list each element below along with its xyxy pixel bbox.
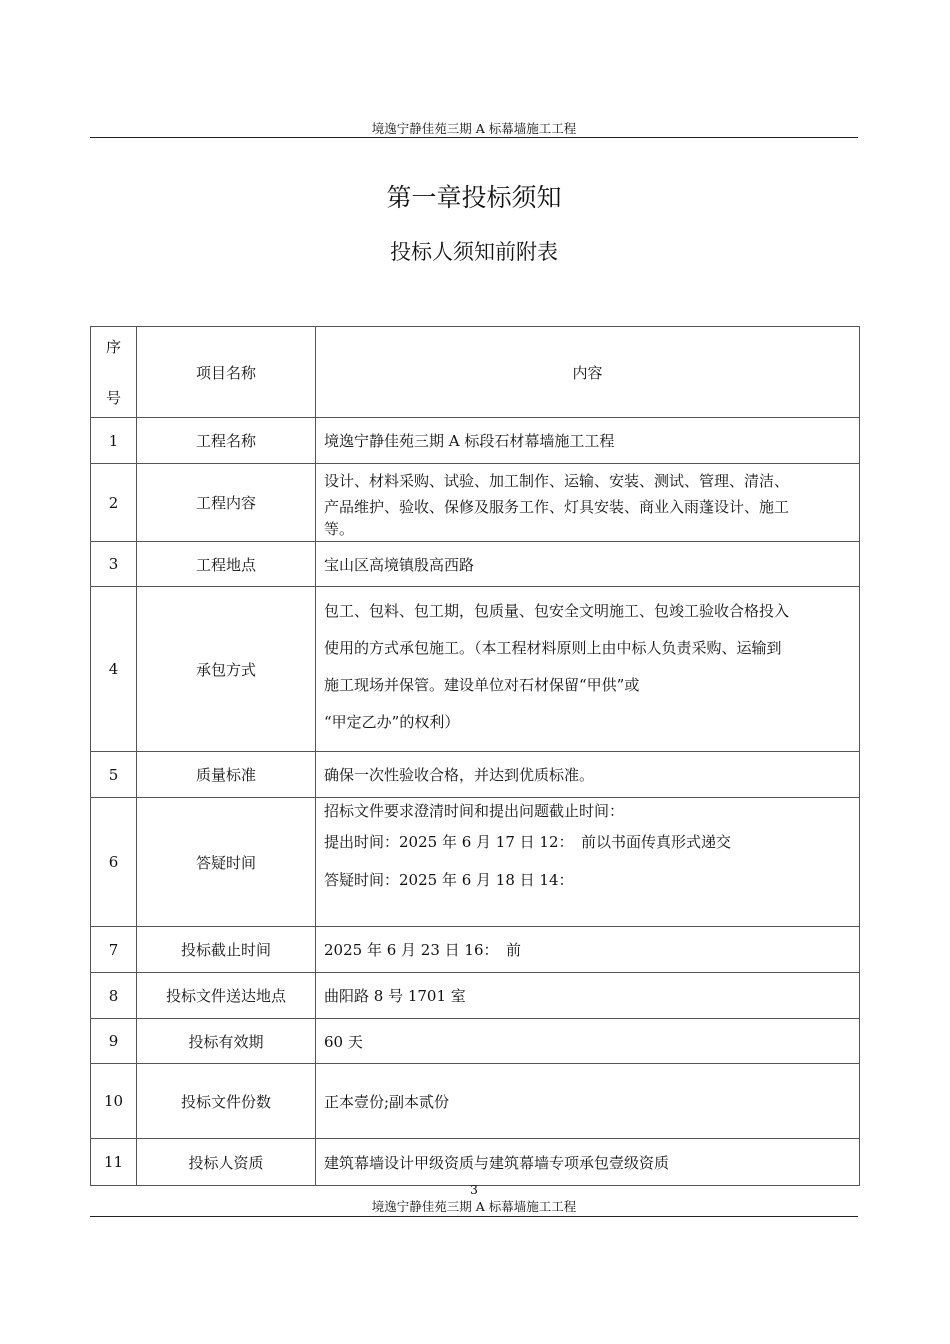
- table-row: [91, 1064, 860, 1139]
- content-line: 使用的方式承包施工。（本工程材料原则上由中标人负责采购、运输到: [324, 639, 782, 657]
- row-content: [316, 927, 860, 973]
- row-content: [316, 752, 860, 798]
- row-item-name: 投标文件送达地点: [137, 973, 316, 1019]
- content-line: 招标文件要求澄清时间和提出问题截止时间：: [324, 802, 625, 820]
- chapter-title: 第一章投标须知: [386, 183, 562, 212]
- row-content: [316, 542, 860, 587]
- row-content: [316, 1019, 860, 1064]
- header-cell-content: 内容: [316, 327, 860, 418]
- content-line: 宝山区高境镇殷高西路: [324, 555, 475, 574]
- row-content: [316, 587, 860, 752]
- content-line: 包工、包料、包工期，包质量、包安全文明施工、包竣工验收合格投入: [324, 602, 790, 620]
- table-row: [91, 973, 860, 1019]
- page-header: 境逸宁静佳苑三期 A 标幕墙施工工程: [371, 121, 577, 136]
- row-item-name: 工程地点: [137, 542, 316, 587]
- table-title: 投标人须知前附表: [390, 240, 558, 264]
- table-row: [91, 542, 860, 587]
- content-line: 建筑幕墙设计甲级资质与建筑幕墙专项承包壹级资质: [324, 1153, 670, 1172]
- footer-divider: [90, 1216, 858, 1217]
- row-number: 1: [91, 418, 137, 464]
- row-number: 11: [91, 1139, 137, 1186]
- table-row: [91, 1139, 860, 1186]
- row-item-name: 承包方式: [137, 587, 316, 752]
- content-line: 等。: [324, 519, 355, 538]
- content-line: 60 天: [324, 1032, 363, 1051]
- row-number: 4: [91, 587, 137, 752]
- header-divider: [90, 137, 858, 138]
- content-line: 设计、材料采购、试验、加工制作、运输、安装、测试、管理、清洁、: [324, 471, 790, 490]
- row-content: [316, 1139, 860, 1186]
- row-item-name: 投标文件份数: [137, 1064, 316, 1139]
- row-content: [316, 1064, 860, 1139]
- row-number: 7: [91, 927, 137, 973]
- row-item-name: 投标截止时间: [137, 927, 316, 973]
- row-number: 10: [91, 1064, 137, 1139]
- content-line: 产品维护、验收、保修及服务工作、灯具安装、商业入雨蓬设计、施工: [324, 497, 790, 516]
- header-no-line1: 序: [105, 338, 121, 356]
- row-number: 9: [91, 1019, 137, 1064]
- row-number: 8: [91, 973, 137, 1019]
- header-no-line2: 号: [105, 389, 121, 407]
- content-line: 曲阳路 8 号 1701 室: [324, 987, 466, 1005]
- table-row: [91, 464, 860, 542]
- content-line: 正本壹份;副本贰份: [324, 1092, 450, 1111]
- row-number: 5: [91, 752, 137, 798]
- table-row: [91, 418, 860, 464]
- table-header-row: [91, 327, 860, 418]
- table-row: [91, 1019, 860, 1064]
- row-item-name: 答疑时间: [137, 798, 316, 927]
- row-item-name: 工程内容: [137, 464, 316, 542]
- row-item-name: 质量标准: [137, 752, 316, 798]
- row-item-name: 投标有效期: [137, 1019, 316, 1064]
- page-footer: 境逸宁静佳苑三期 A 标幕墙施工工程: [371, 1199, 577, 1214]
- content-line: “甲定乙办”的权利）: [324, 713, 460, 731]
- content-line: 提出时间：2025 年 6 月 17 日 12： 前以书面传真形式递交: [324, 833, 732, 851]
- row-item-name: 工程名称: [137, 418, 316, 464]
- header-cell-name: 项目名称: [137, 327, 316, 418]
- table-row: [91, 798, 860, 927]
- row-number: 2: [91, 464, 137, 542]
- row-item-name: 投标人资质: [137, 1139, 316, 1186]
- row-content: [316, 418, 860, 464]
- content-line: 施工现场并保管。建设单位对石材保留“甲供”或: [324, 676, 640, 694]
- row-number: 3: [91, 542, 137, 587]
- table-row: [91, 927, 860, 973]
- table-row: [91, 752, 860, 798]
- content-line: 确保一次性验收合格，并达到优质标准。: [324, 766, 595, 784]
- row-number: 6: [91, 798, 137, 927]
- content-line: 2025 年 6 月 23 日 16： 前: [324, 941, 522, 959]
- row-content: [316, 798, 860, 927]
- content-line: 境逸宁静佳苑三期 A 标段石材幕墙施工工程: [324, 432, 615, 450]
- bidder-notice-table: [90, 326, 860, 1186]
- header-cell-no: [91, 327, 137, 418]
- page-number: 3: [470, 1182, 478, 1197]
- row-content: [316, 464, 860, 542]
- content-line: 答疑时间：2025 年 6 月 18 日 14：: [324, 871, 574, 889]
- table-row: [91, 587, 860, 752]
- row-content: [316, 973, 860, 1019]
